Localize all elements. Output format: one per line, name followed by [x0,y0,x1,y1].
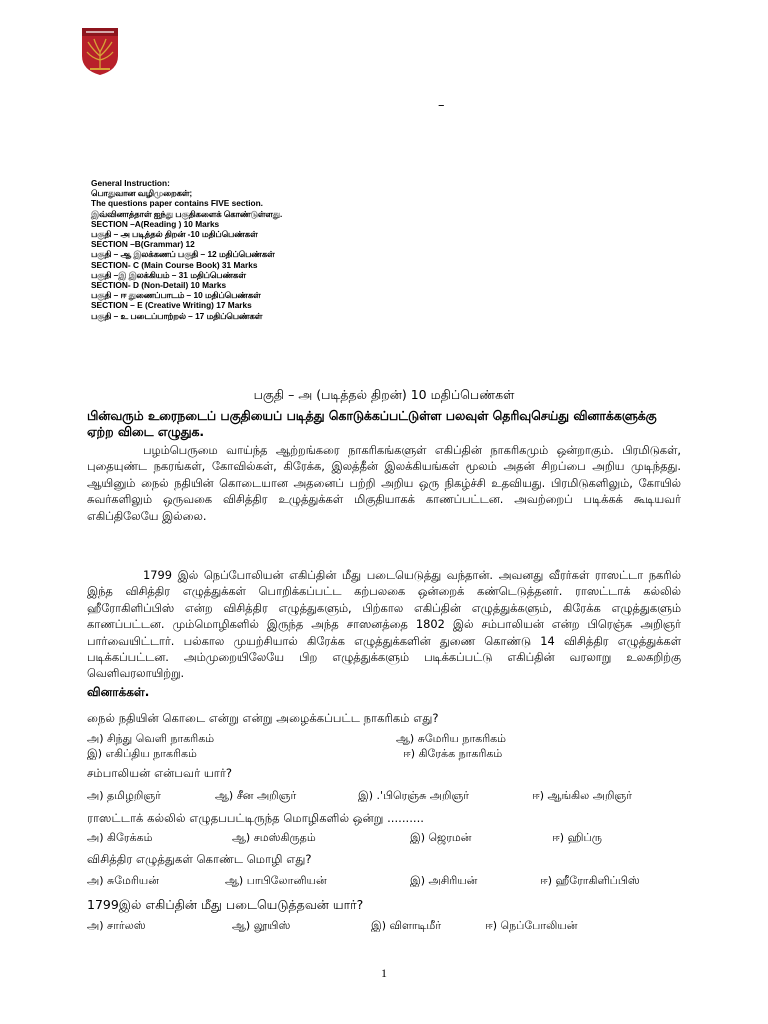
q1-option-d: ஈ) கிரேக்க நாகரிகம் [403,747,503,760]
page-number: 1 [381,966,387,980]
instruction-line: பகுதி –இ இலக்கியம் – 31 மதிப்பெண்கள் [91,269,246,280]
question-4: விசித்திர எழுத்துகள் கொண்ட மொழி எது? [87,852,312,866]
questions-heading: வினாக்கள். [87,685,150,699]
q3-option-a: அ) கிரேக்கம் [87,831,153,844]
reading-instruction: பின்வரும் உரைநடைப் பகுதியைப் படித்து கொடுக்கப்பட்டுள்ள பலவுள் தெரிவுசெய்து வினாக்களுக்கு ஏற்ற விடை எழுதுக. [87,408,657,439]
instruction-line: பகுதி – அ படித்தல் திறன் -10 மதிப்பெண்கள் [91,229,258,240]
q4-option-b: ஆ) பாபிலோனியன் [225,874,327,887]
q4-option-d: ஈ) ஹீரோகிளிப்பிஸ் [540,874,640,887]
passage-paragraph-2 [87,567,681,682]
q2-option-b: ஆ) சீன அறிஞர் [215,789,297,802]
q4-option-c: இ) அசிரியன் [410,874,478,887]
q1-option-a: அ) சிந்து வெளி நாகரிகம் [87,732,215,745]
q2-option-c: இ) .'பிரெஞ்சு அறிஞர் [358,789,470,802]
instruction-line: பகுதி – உ படைப்பாற்றல் – 17 மதிப்பெண்கள் [91,310,263,321]
school-logo [80,26,120,76]
question-1: நைல் நதியின் கொடை என்று என்று அழைக்கப்பட்ட நாகரிகம் எது? [87,711,439,725]
q3-option-c: இ) ஜெரமன் [410,831,472,844]
instruction-line: SECTION- C (Main Course Book) 31 Marks [91,259,258,270]
q5-option-a: அ) சார்லஸ் [87,919,146,932]
q5-option-c: இ) விளாடிமீர் [371,919,442,932]
q5-option-d: ஈ) நெப்போலியன் [485,919,578,932]
passage-paragraph-1 [87,442,681,524]
instruction-line: General Instruction: [91,178,170,188]
instruction-line: SECTION – E (Creative Writing) 17 Marks [91,300,252,311]
instruction-line: The questions paper contains FIVE section. [91,198,263,209]
instruction-line: இவ்வினாத்தாள் ஐந்து பகுதிகளைக் கொண்டுள்ளது. [91,208,283,219]
instruction-line: SECTION- D (Non-Detail) 10 Marks [91,280,227,291]
q2-option-d: ஈ) ஆங்கில அறிஞர் [532,789,632,802]
paragraph-text: பழம்பெருமை வாய்ந்த ஆற்றங்கரை நாகரிகங்களுள் எகிப்தின் நாகரிகமும் ஒன்றாகும். பிரமிடுகள், புதையுண்ட நகரங்கள், கோவில்கள், கிரேக்க, இலத்தீன் இலக்கியங்கள் மூலம் அதன் சிறப்பை அறிய முடிந்தது. ஆயினும் நைல் நதியின் கொடையான அதனைப் பற்றி அறிய ஒரு நிகழ்ச்சி உதவியது. பிரமிடுகளிலும், கோயில் சுவர்களிலும் ஒருவகை விசித்திர உழுத்துக்கள் மிகுதியாகக் காணப்பட்டன. அவற்றைப் படிக்கக் கூடியவர் எகிப்திலேயே இல்லை. [87,443,681,523]
q5-option-b: ஆ) லூயிஸ் [232,919,291,932]
header-dash: – [438,98,445,113]
q2-option-a: அ) தமிழறிஞர் [87,789,161,802]
question-2: சம்பாலியன் என்பவர் யார்? [87,766,233,780]
paragraph-text: 1799 இல் நெப்போலியன் எகிப்தின் மீது படையெடுத்து வந்தான். அவனது வீரர்கள் ராஸட்டா நகரில் இந்த விசித்திர எழுத்துக்கள் பொறிக்கப்பட்ட கற்பலகை ஒன்றைக் கண்டெடுத்தனர். ராஸட்டாக் கல்லில் ஹீரோகிளிப்பிஸ் என்ற விசித்திர எழுத்துகளும், பிற்கால எகிப்தின் எழுத்துக்களும், கிரேக்க எழுத்துகளும் காணப்பட்டன. மும்மொழிகளில் இருந்த அந்த சாஸனத்தை 1802 இல் சம்பாலியன் என்ற பிரெஞ்சு அறிஞர் பார்வையிட்டார். பல்கால முயற்சியால் கிரேக்க எழுத்துக்களின் துணை கொண்டு 14 விசித்திர எழுத்துக்கள் படிக்கப்பட்டன. அம்முறையிலேயே பிற எழுத்துக்களும் படிக்கப்பட்டு எகிப்தின் வரலாறு உலகறிற்கு வெளிவரலாயிற்று. [87,568,681,681]
general-instructions [91,178,471,321]
instruction-line: SECTION –A(Reading ) 10 Marks [91,218,220,229]
q3-option-d: ஈ) ஹிப்ரு [552,831,602,844]
q1-option-b: ஆ) சுமேரிய நாகரிகம் [396,732,507,745]
q1-option-c: இ) எகிப்திய நாகரிகம் [87,747,197,760]
question-5: 1799இல் எகிப்தின் மீது படையெடுத்தவன் யார்? [87,897,364,912]
q3-option-b: ஆ) சமஸ்கிருதம் [232,831,316,844]
q4-option-a: அ) சுமேரியன் [87,874,159,887]
question-3: ராஸட்டாக் கல்லில் எழுதபபட்டிருந்த மொழிகளில் ஒன்று .......... [87,811,424,825]
instruction-line: SECTION –B(Grammar) 12 [91,239,195,250]
section-title: பகுதி – அ (படித்தல் திறன்) 10 மதிப்பெண்கள் [253,387,515,402]
instruction-line: பகுதி – ஈ துணைப்பாடம் – 10 மதிப்பெண்கள் [91,290,261,301]
instruction-line: பொதுவான வழிமுறைகள்; [91,188,193,199]
instruction-line: பகுதி – ஆ இலக்கணப் பகுதி – 12 மதிப்பெண்கள் [91,249,275,260]
